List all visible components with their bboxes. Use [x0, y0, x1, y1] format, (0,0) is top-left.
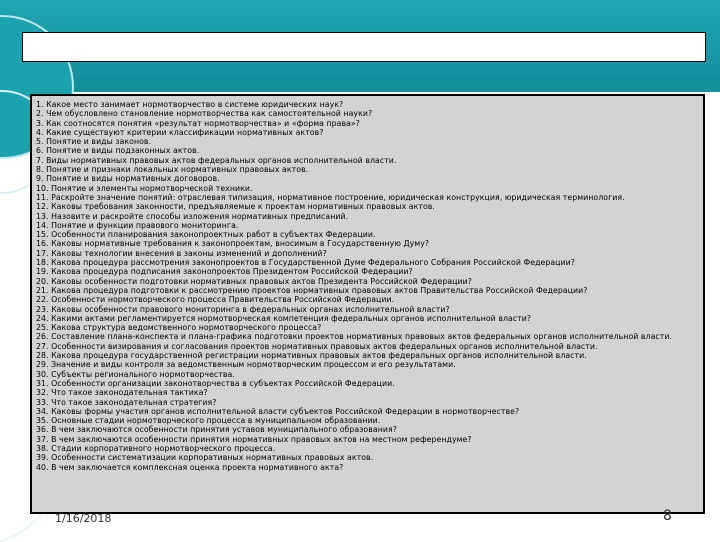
list-item: 34. Каковы формы участия органов исполнительной власти субъектов Российской Федерации в нормотворчестве? — [36, 406, 520, 416]
questions-list — [30, 94, 705, 514]
list-item: 23. Каковы особенности правового мониторинга в федеральных органах исполнительной власти? — [36, 304, 450, 314]
list-item: 31. Особенности организации законотворчества в субъектах Российской Федерации. — [36, 378, 395, 388]
list-item: 9. Понятие и виды нормативных договоров. — [36, 174, 220, 184]
list-item: 13. Назовите и раскройте способы изложения нормативных предписаний. — [36, 211, 349, 221]
list-item: 39. Особенности систематизации корпоративных нормативных правовых актов. — [36, 453, 374, 463]
slide-title-box — [22, 32, 706, 62]
list-item: 35. Основные стадии нормотворческого процесса в муниципальном образовании. — [36, 416, 381, 426]
list-item: 8. Понятие и признаки локальных нормативных правовых актов. — [36, 165, 309, 175]
list-item: 24. Какими актами регламентируется нормотворческая компетенция федеральных органов исполнительной власти? — [36, 313, 532, 323]
list-item: 25. Какова структура ведомственного нормотворческого процесса? — [36, 323, 322, 333]
list-item: 22. Особенности нормотворческого процесса Правительства Российской Федерации. — [36, 295, 395, 305]
list-item: 17. Каковы технологии внесения в законы изменений и дополнений? — [36, 248, 327, 258]
list-item: 6. Понятие и виды подзаконных актов. — [36, 146, 200, 156]
list-item: 33. Что такое законодательная стратегия? — [36, 397, 217, 407]
list-item: 15. Особенности планирования законопроектных работ в субъектах Федерации. — [36, 230, 376, 240]
list-item: 18. Какова процедура рассмотрения законопроектов в Государственной Думе Федерального Собрания Российской Федерации? — [36, 258, 575, 268]
list-item: 3. Как соотносятся понятия «результат нормотворчества» и «форма права»? — [36, 118, 360, 128]
list-item: 32. Что такое законодательная тактика? — [36, 388, 208, 398]
slide-date: 1/16/2018 — [55, 512, 112, 525]
list-item: 30. Субъекты регионального нормотворчества. — [36, 369, 235, 379]
list-item: 4. Какие существуют критерии классификации нормативных актов? — [36, 127, 324, 137]
list-item: 27. Особенности визирования и согласования проектов нормативных правовых актов федеральных органов исполнительной власти. — [36, 341, 598, 351]
list-item: 16. Каковы нормативные требования к законопроектам, вносимым в Государственную Думу? — [36, 239, 430, 249]
list-item: 5. Понятие и виды законов. — [36, 137, 152, 147]
list-item: 14. Понятие и функции правового мониторинга. — [36, 220, 239, 230]
list-item: 19. Какова процедура подписания законопроектов Президентом Российской Федерации? — [36, 267, 413, 277]
list-item: 21. Какова процедура подготовки к рассмотрению проектов нормативных правовых актов Правительства Российской Федерации? — [36, 285, 588, 295]
list-item: 26. Составление плана-конспекта и плана-графика подготовки проектов нормативных правовых актов федеральных органов исполнительной власти. — [36, 332, 672, 342]
list-item: 10. Понятие и элементы нормотворческой техники. — [36, 183, 253, 193]
list-item: 38. Стадии корпоративного нормотворческого процесса. — [36, 443, 276, 453]
list-item: 11. Раскройте значение понятий: отраслевая типизация, нормативное построение, юридическая конструкция, юридическая терминология. — [36, 192, 625, 202]
list-item: 12. Каковы требования законности, предъявляемые к проектам нормативных правовых актов. — [36, 202, 435, 212]
slide-number: 8 — [663, 508, 672, 524]
list-item: 1. Какое место занимает нормотворчество в системе юридических наук? — [36, 100, 344, 109]
list-item: 29. Значение и виды контроля за ведомственным нормотворческим процессом и его результатами. — [36, 360, 456, 370]
list-item: 2. Чем обусловлено становление нормотворчества как самостоятельной науки? — [36, 109, 373, 119]
list-item: 20. Каковы особенности подготовки нормативных правовых актов Президента Российской Федерации? — [36, 276, 472, 286]
list-item: 40. В чем заключается комплексная оценка проекта нормативного акта? — [36, 462, 344, 472]
list-item: 28. Какова процедура государственной регистрации нормативных правовых актов федеральных органов исполнительной власти. — [36, 351, 587, 361]
list-item: 36. В чем заключаются особенности принятия уставов муниципального образования? — [36, 425, 397, 435]
list-item: 7. Виды нормативных правовых актов федеральных органов исполнительной власти. — [36, 155, 397, 165]
list-item: 37. В чем заключаются особенности принятия нормативных правовых актов на местном референдуме? — [36, 434, 472, 444]
